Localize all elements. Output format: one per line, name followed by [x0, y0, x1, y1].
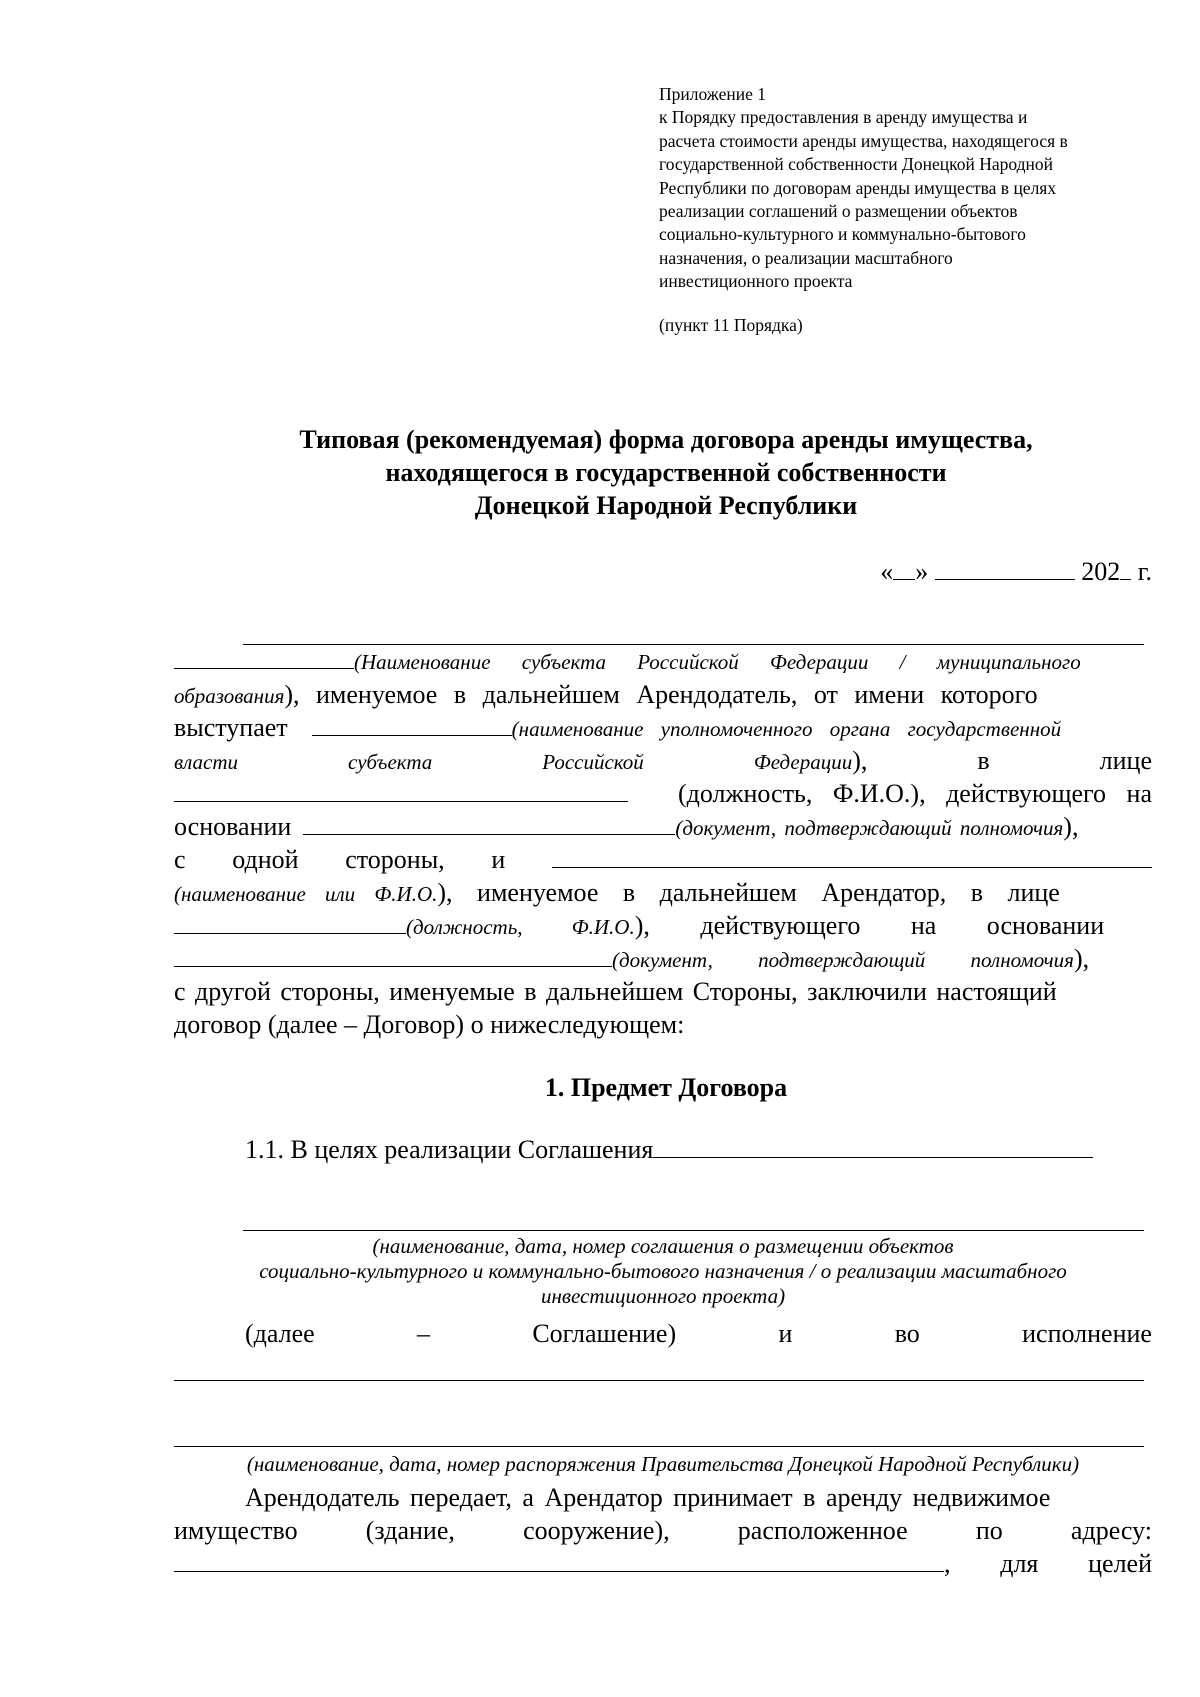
order-blank-line-2	[174, 1446, 1144, 1447]
body-line-1	[174, 646, 1152, 678]
document-title	[0, 423, 1200, 522]
blank	[303, 812, 675, 835]
body-line-6: основании (документ, подтверждающий полномочия),	[174, 812, 1079, 841]
subject-blank-line	[243, 644, 1144, 645]
title-line-2: находящегося в государственной собственности	[385, 458, 947, 487]
body-line-3: выступает (наименование уполномоченного органа государственной	[174, 713, 1062, 742]
agreement-blank	[653, 1135, 1093, 1158]
appendix-note: (пункт 11 Порядка)	[659, 314, 803, 335]
day-blank	[893, 557, 915, 580]
appendix-line: Приложение 1	[659, 84, 767, 104]
order-hint: (наименование, дата, номер распоряжения Правительства Донецкой Народной Республики)	[246, 1452, 1080, 1476]
body-line-11: с другой стороны, именуемые в дальнейшем Стороны, заключили настоящий	[174, 977, 1057, 1006]
body-line-2: образования), именуемое в дальнейшем Арендодатель, от имени которого	[174, 680, 1038, 709]
year-blank	[1120, 557, 1131, 580]
title-line-1: Типовая (рекомендуемая) форма договора аренды имущества,	[299, 425, 1033, 454]
transfer-line-3: , для целей	[174, 1548, 1152, 1580]
transfer-line-1: Арендодатель передает, а Арендатор принимает в аренду недвижимое	[245, 1483, 1051, 1512]
body-line-9: (должность, Ф.И.О.), действующего на основании	[174, 910, 1152, 943]
body-line-10: (документ, подтверждающий полномочия),	[174, 943, 1152, 976]
appendix-line: к Порядку предоставления в аренду имущества и	[659, 107, 1028, 128]
agreement-blank-line	[243, 1230, 1144, 1231]
appendix-line: социально-культурного и коммунально-бытового	[659, 224, 1026, 245]
order-blank-line-1	[174, 1380, 1144, 1381]
subject-hint: (Наименование субъекта Российской Федерации / муниципального	[354, 650, 1081, 674]
body-line-8: (наименование или Ф.И.О.), именуемое в дальнейшем Арендатор, в лице	[174, 878, 1060, 907]
appendix-line: инвестиционного проекта	[659, 271, 853, 292]
clause-1-1: 1.1. В целях реализации Соглашения	[245, 1134, 1093, 1166]
address-blank	[174, 1549, 944, 1572]
title-line-3: Донецкой Народной Республики	[474, 491, 858, 520]
body-line-5: (должность, Ф.И.О.), действующего на	[174, 778, 1152, 810]
month-blank	[935, 557, 1075, 580]
appendix-header	[659, 83, 1068, 337]
body-line-12: договор (далее – Договор) о нижеследующем:	[174, 1010, 685, 1039]
body-line-7: с одной стороны, и	[174, 844, 1152, 876]
blank	[174, 646, 354, 669]
blank	[174, 779, 628, 802]
after-agreement-line: (далее – Соглашение) и во исполнение	[245, 1319, 1152, 1348]
blank	[312, 713, 512, 736]
blank	[552, 845, 1152, 868]
section-heading: 1. Предмет Договора	[544, 1073, 788, 1102]
appendix-line: государственной собственности Донецкой Народной	[659, 154, 1054, 175]
appendix-line: Республики по договорам аренды имущества в целях	[659, 177, 1057, 198]
blank	[174, 911, 406, 934]
agreement-hint: (наименование, дата, номер соглашения о размещении объектов социально-культурного и коммунально-бытового назначения / о реализации масштабного инвестиционного проекта)	[259, 1234, 1067, 1308]
appendix-line: реализации соглашений о размещении объектов	[659, 201, 1018, 222]
appendix-line: расчета стоимости аренды имущества, находящегося в	[659, 130, 1068, 151]
transfer-line-2: имущество (здание, сооружение), расположенное по адресу:	[174, 1516, 1152, 1545]
body-line-4: власти субъекта Российской Федерации), в лице	[174, 746, 1152, 775]
appendix-line: назначения, о реализации масштабного	[659, 247, 953, 268]
blank	[174, 944, 612, 967]
contract-date: « » 202 г.	[880, 557, 1152, 586]
